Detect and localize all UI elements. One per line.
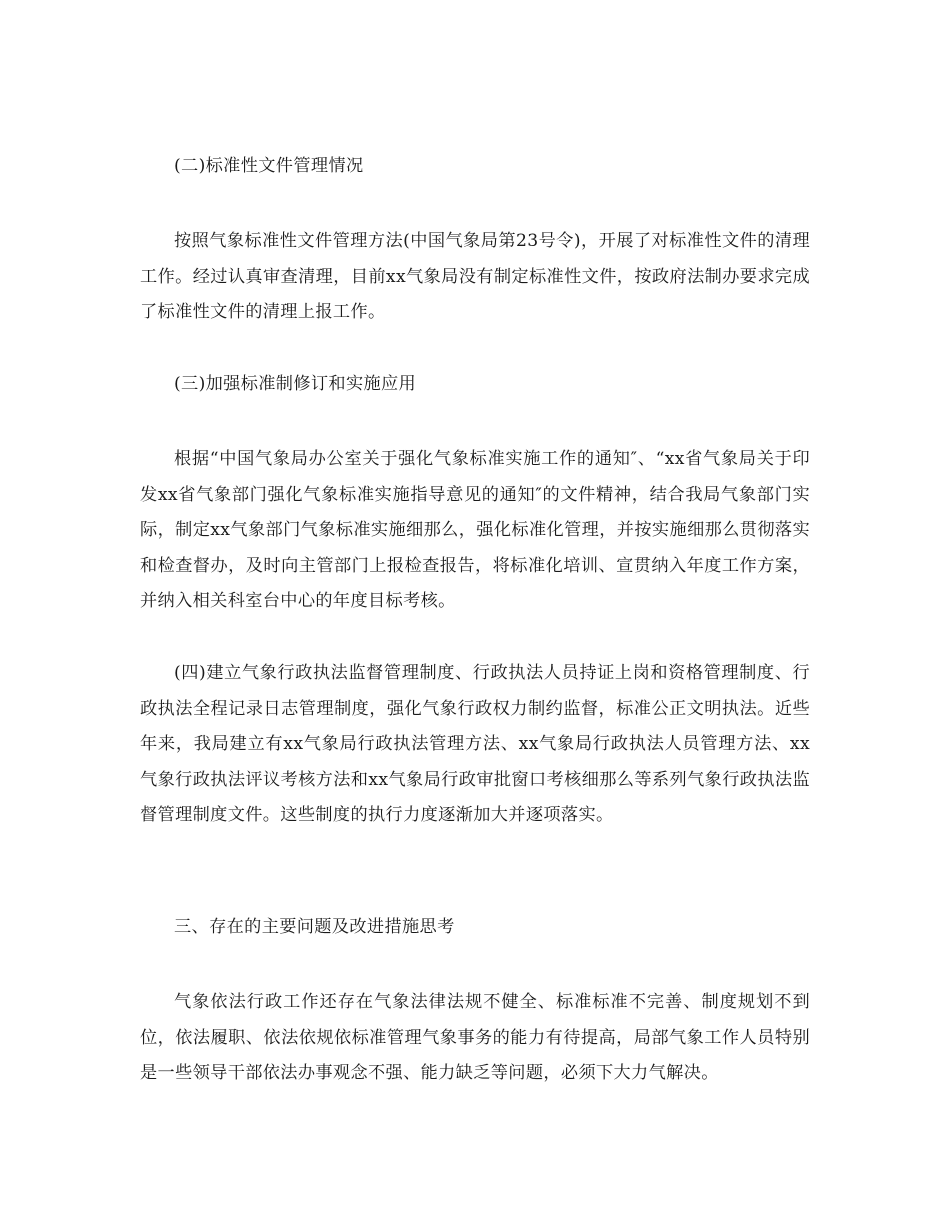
- paragraph-main-problems: 气象依法行政工作还存在气象法律法规不健全、标准标准不完善、制度规划不到位，依法履职、依法依规依标准管理气象事务的能力有待提高，局部气象工作人员特别是一些领导干部依法办事观念不强、能力缺乏等问题，必须下大力气解决。: [140, 992, 810, 1084]
- heading-main-problems: 三、存在的主要问题及改进措施思考: [174, 917, 455, 937]
- paragraph-standards-revision: 根据“中国气象局办公室关于强化气象标准实施工作的通知″、“xx省气象局关于印发xx省气象部门强化气象标准实施指导意见的通知″的文件精神，结合我局气象部门实际，制定xx气象部门气象标准实施细那么，强化标准化管理，并按实施细那么贯彻落实和检查督办，及时向主管部门上报检查报告，将标准化培训、宣贯纳入年度工作方案，并纳入相关科室台中心的年度目标考核。: [140, 449, 810, 612]
- heading-standards-revision: (三)加强标准制修订和实施应用: [174, 374, 417, 394]
- heading-standard-documents: (二)标准性文件管理情况: [174, 156, 364, 176]
- paragraph-enforcement-supervision: (四)建立气象行政执法监督管理制度、行政执法人员持证上岗和资格管理制度、行政执法全程记录日志管理制度，强化气象行政权力制约监督，标准公正文明执法。近些年来，我局建立有xx气象局行政执法管理方法、xx气象局行政执法人员管理方法、xx气象行政执法评议考核方法和xx气象局行政审批窗口考核细那么等系列气象行政执法监督管理制度文件。这些制度的执行力度逐渐加大并逐项落实。: [140, 663, 810, 826]
- paragraph-standard-documents: 按照气象标准性文件管理方法(中国气象局第23号令)，开展了对标准性文件的清理工作。经过认真审查清理，目前xx气象局没有制定标准性文件，按政府法制办要求完成了标准性文件的清理上报工作。: [140, 231, 810, 323]
